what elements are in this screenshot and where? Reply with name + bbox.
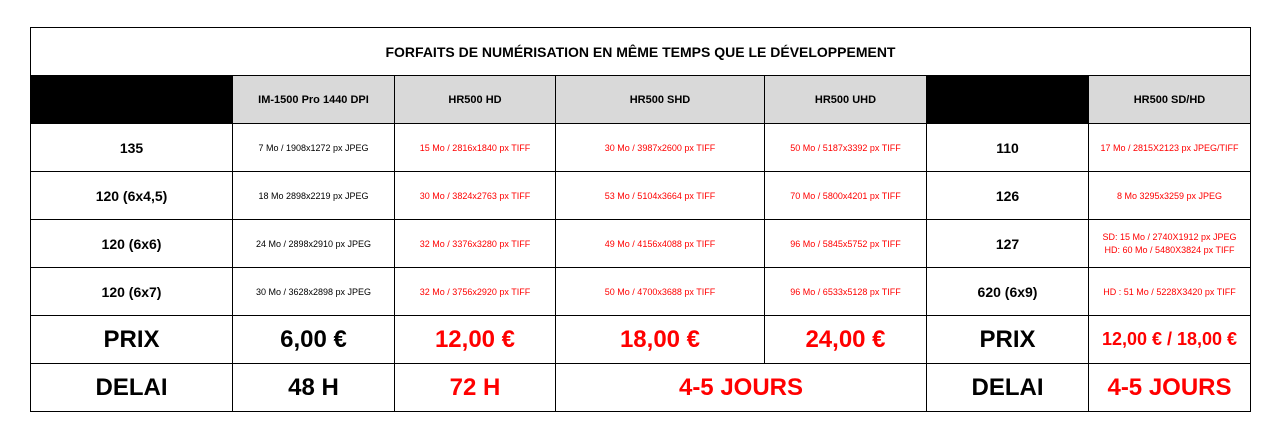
sdhd-spec: 17 Mo / 2815X2123 px JPEG/TIFF — [1089, 124, 1251, 172]
shd-spec: 30 Mo / 3987x2600 px TIFF — [556, 124, 765, 172]
price-im1500: 6,00 € — [233, 316, 395, 364]
price-label-right: PRIX — [927, 316, 1089, 364]
hd-spec: 32 Mo / 3756x2920 px TIFF — [395, 268, 556, 316]
shd-spec: 49 Mo / 4156x4088 px TIFF — [556, 220, 765, 268]
format-label: 120 (6x7) — [31, 268, 233, 316]
im1500-spec: 30 Mo / 3628x2898 px JPEG — [233, 268, 395, 316]
table-row — [31, 268, 1251, 316]
uhd-spec: 70 Mo / 5800x4201 px TIFF — [765, 172, 927, 220]
format2-label: 620 (6x9) — [927, 268, 1089, 316]
delay-label-right: DELAI — [927, 364, 1089, 412]
shd-spec: 50 Mo / 4700x3688 px TIFF — [556, 268, 765, 316]
price-sdhd: 12,00 € / 18,00 € — [1089, 316, 1251, 364]
hd-spec: 30 Mo / 3824x2763 px TIFF — [395, 172, 556, 220]
table-row — [31, 124, 1251, 172]
header-hr500-shd: HR500 SHD — [556, 76, 765, 124]
pricing-table — [30, 27, 1251, 412]
sdhd-spec: 8 Mo 3295x3259 px JPEG — [1089, 172, 1251, 220]
delay-shd-uhd: 4-5 JOURS — [556, 364, 927, 412]
format2-label: 110 — [927, 124, 1089, 172]
uhd-spec: 50 Mo / 5187x3392 px TIFF — [765, 124, 927, 172]
price-shd: 18,00 € — [556, 316, 765, 364]
format2-label: 127 — [927, 220, 1089, 268]
price-label: PRIX — [31, 316, 233, 364]
format-label: 120 (6x6) — [31, 220, 233, 268]
header-row — [31, 76, 1251, 124]
header-hr500-uhd: HR500 UHD — [765, 76, 927, 124]
sdhd-spec-line2: HD: 60 Mo / 5480X3824 px TIFF — [1104, 244, 1235, 255]
shd-spec: 53 Mo / 5104x3664 px TIFF — [556, 172, 765, 220]
table-row — [31, 172, 1251, 220]
format-label: 120 (6x4,5) — [31, 172, 233, 220]
format-label: 135 — [31, 124, 233, 172]
header-hr500-sdhd: HR500 SD/HD — [1089, 76, 1251, 124]
im1500-spec: 18 Mo 2898x2219 px JPEG — [233, 172, 395, 220]
im1500-spec: 7 Mo / 1908x1272 px JPEG — [233, 124, 395, 172]
uhd-spec: 96 Mo / 6533x5128 px TIFF — [765, 268, 927, 316]
delay-row — [31, 364, 1251, 412]
im1500-spec: 24 Mo / 2898x2910 px JPEG — [233, 220, 395, 268]
delay-sdhd: 4-5 JOURS — [1089, 364, 1251, 412]
delay-hd: 72 H — [395, 364, 556, 412]
delay-label: DELAI — [31, 364, 233, 412]
sdhd-spec: HD : 51 Mo / 5228X3420 px TIFF — [1089, 268, 1251, 316]
table-title: FORFAITS DE NUMÉRISATION EN MÊME TEMPS QUE LE DÉVELOPPEMENT — [31, 28, 1251, 76]
hd-spec: 15 Mo / 2816x1840 px TIFF — [395, 124, 556, 172]
header-hr500-hd: HR500 HD — [395, 76, 556, 124]
uhd-spec: 96 Mo / 5845x5752 px TIFF — [765, 220, 927, 268]
table-row — [31, 220, 1251, 268]
delay-im1500: 48 H — [233, 364, 395, 412]
header-im1500: IM-1500 Pro 1440 DPI — [233, 76, 395, 124]
price-row — [31, 316, 1251, 364]
price-uhd: 24,00 € — [765, 316, 927, 364]
header-blank-left — [31, 76, 233, 124]
sdhd-spec-line1: SD: 15 Mo / 2740X1912 px JPEG — [1102, 231, 1237, 242]
sdhd-spec — [1089, 220, 1251, 268]
price-hd: 12,00 € — [395, 316, 556, 364]
header-blank-right — [927, 76, 1089, 124]
format2-label: 126 — [927, 172, 1089, 220]
hd-spec: 32 Mo / 3376x3280 px TIFF — [395, 220, 556, 268]
